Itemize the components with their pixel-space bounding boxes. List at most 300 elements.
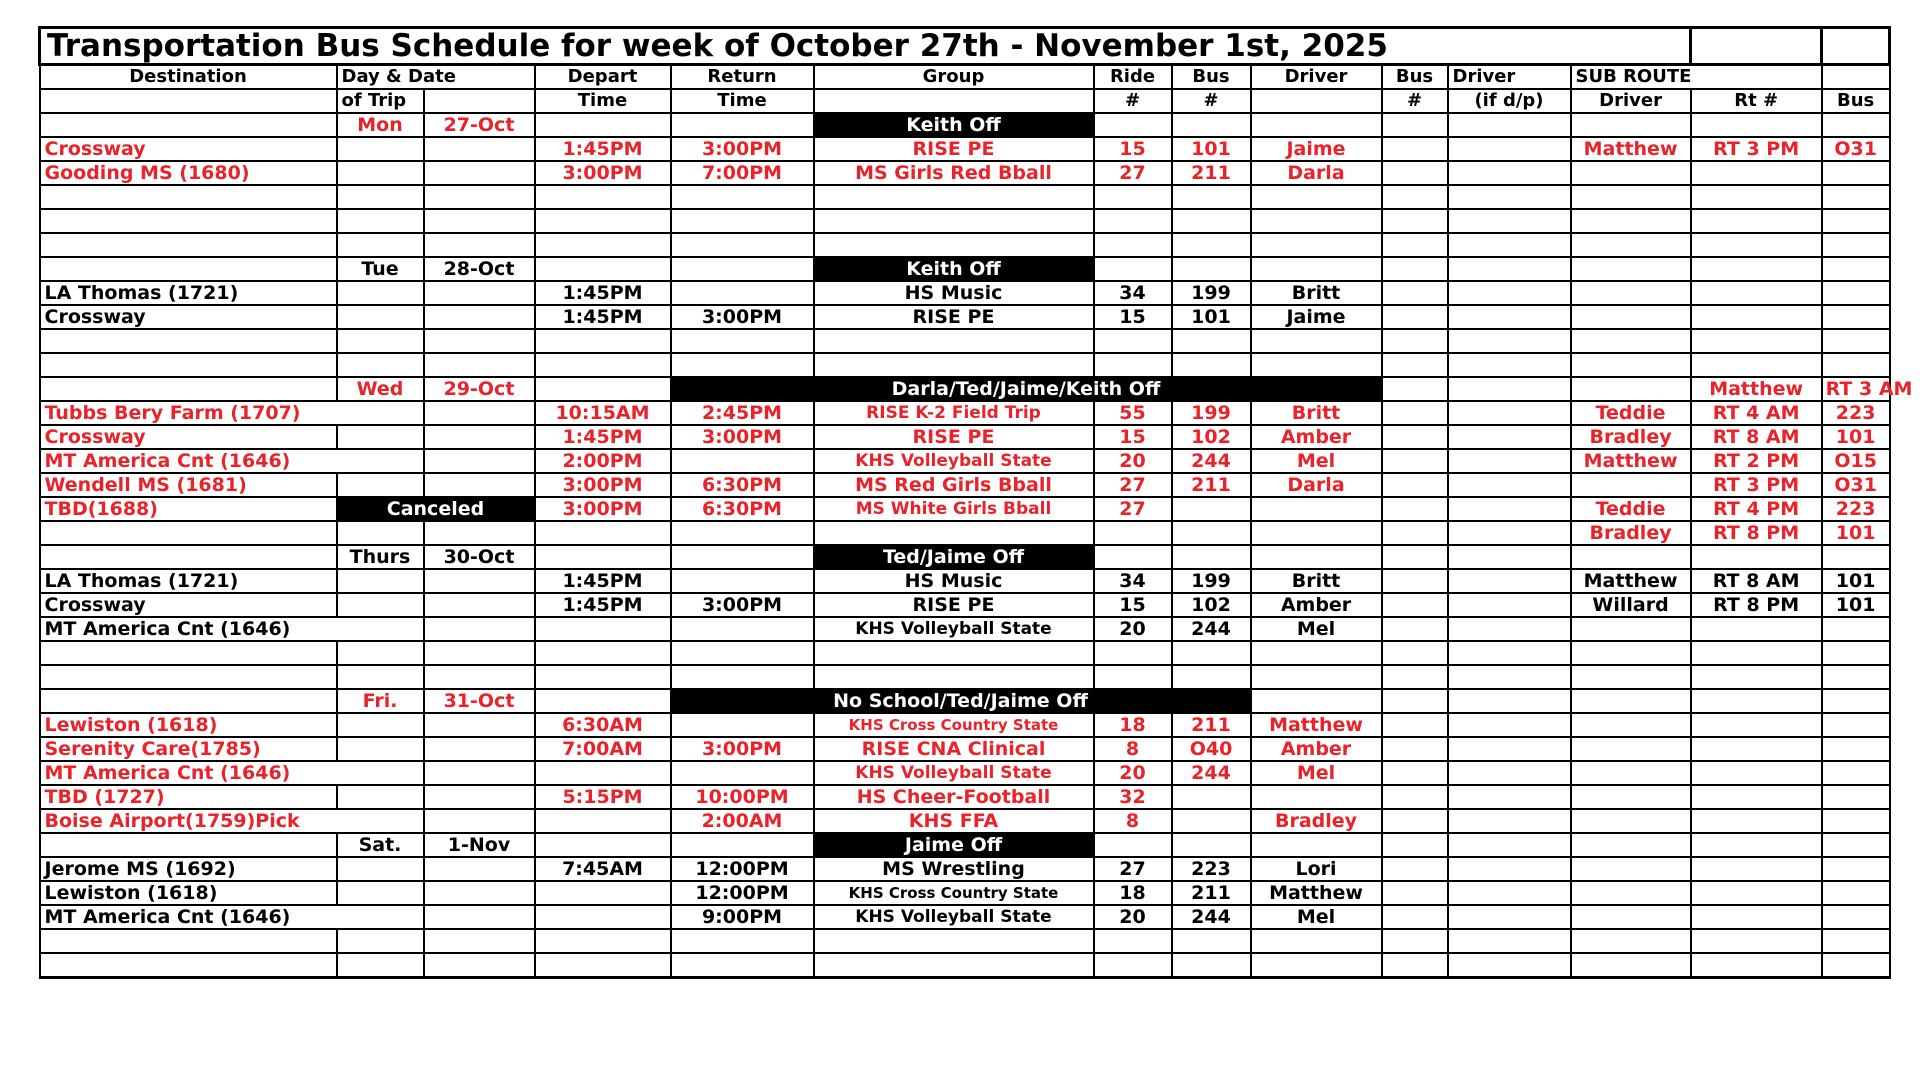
sub-rt-cell: RT 8 AM	[1691, 569, 1822, 593]
driver-dp-cell	[1448, 569, 1571, 593]
ride-cell: 27	[1094, 497, 1172, 521]
sub-rt-cell	[1691, 329, 1822, 353]
driver-cell	[1251, 521, 1382, 545]
date-cell	[424, 185, 535, 209]
day-cell: Sat.	[337, 833, 424, 857]
driver-dp-cell	[1448, 713, 1571, 737]
driver-dp-cell	[1448, 161, 1571, 185]
bus-2-cell	[1382, 833, 1448, 857]
header-blank	[814, 89, 1094, 113]
date-cell	[424, 953, 535, 978]
group-cell: KHS Volleyball State	[814, 905, 1094, 929]
return-cell	[671, 953, 814, 978]
driver-dp-cell	[1571, 377, 1691, 401]
depart-cell: 2:00PM	[535, 449, 671, 473]
sub-driver-cell	[1571, 209, 1691, 233]
destination-cell	[40, 113, 337, 137]
sub-rt-cell: RT 2 PM	[1691, 449, 1822, 473]
sub-bus-cell	[1822, 833, 1890, 857]
bus-2-cell	[1382, 569, 1448, 593]
driver-dp-cell	[1448, 497, 1571, 521]
driver-cell: Matthew	[1251, 881, 1382, 905]
sub-rt-cell: RT 3 PM	[1691, 473, 1822, 497]
bus-2-cell	[1382, 545, 1448, 569]
sub-rt-cell	[1691, 233, 1822, 257]
return-cell	[671, 329, 814, 353]
sub-driver-cell: Teddie	[1571, 401, 1691, 425]
sub-driver-cell: Matthew	[1571, 449, 1691, 473]
bus-2-cell	[1382, 281, 1448, 305]
depart-cell	[535, 929, 671, 953]
driver-dp-cell	[1448, 665, 1571, 689]
sub-rt-cell	[1691, 761, 1822, 785]
sub-rt-cell	[1691, 929, 1822, 953]
schedule-row	[40, 833, 1890, 857]
sub-driver-cell	[1571, 665, 1691, 689]
sub-driver-cell: Matthew	[1571, 137, 1691, 161]
return-cell	[671, 257, 814, 281]
return-cell	[671, 113, 814, 137]
date-cell	[424, 401, 535, 425]
destination-cell: MT America Cnt (1646)	[40, 761, 337, 785]
bus-cell	[1172, 353, 1251, 377]
ride-cell	[1094, 545, 1172, 569]
bus-cell	[1172, 929, 1251, 953]
driver-cell	[1251, 353, 1382, 377]
destination-cell: Crossway	[40, 425, 337, 449]
schedule-row	[40, 545, 1890, 569]
sub-bus-cell	[1822, 617, 1890, 641]
bus-2-cell	[1382, 185, 1448, 209]
bus-2-cell	[1382, 353, 1448, 377]
return-cell	[671, 353, 814, 377]
group-cell: RISE PE	[814, 305, 1094, 329]
ride-cell: 15	[1094, 137, 1172, 161]
driver-dp-cell	[1448, 209, 1571, 233]
driver-dp-cell	[1448, 737, 1571, 761]
depart-cell	[535, 257, 671, 281]
ride-cell	[1094, 233, 1172, 257]
date-cell	[424, 473, 535, 497]
group-cell: KHS Volleyball State	[814, 761, 1094, 785]
schedule-row	[40, 641, 1890, 665]
bus-cell	[1172, 809, 1251, 833]
driver-cell: Mel	[1251, 761, 1382, 785]
bus-2-cell	[1382, 617, 1448, 641]
header-blank	[1691, 65, 1822, 90]
return-cell: 6:30PM	[671, 497, 814, 521]
destination-cell: TBD(1688)	[40, 497, 337, 521]
sub-rt-cell: RT 3 AM	[1822, 377, 1890, 401]
bus-2-cell	[1382, 641, 1448, 665]
schedule-row	[40, 185, 1890, 209]
depart-cell	[535, 905, 671, 929]
sub-driver-cell: Teddie	[1571, 497, 1691, 521]
group-cell: RISE CNA Clinical	[814, 737, 1094, 761]
driver-cell: Amber	[1251, 593, 1382, 617]
title-blank-cell	[1691, 28, 1822, 65]
ride-cell: 15	[1094, 425, 1172, 449]
schedule-row	[40, 449, 1890, 473]
bus-cell: 102	[1172, 593, 1251, 617]
ride-cell: 32	[1094, 785, 1172, 809]
date-cell	[424, 449, 535, 473]
schedule-row	[40, 329, 1890, 353]
depart-cell: 1:45PM	[535, 425, 671, 449]
day-cell	[337, 401, 424, 425]
schedule-row	[40, 425, 1890, 449]
sub-bus-cell	[1822, 161, 1890, 185]
ride-cell: 55	[1094, 401, 1172, 425]
driver-cell	[1251, 233, 1382, 257]
bus-2-cell	[1382, 137, 1448, 161]
sub-driver-cell	[1571, 785, 1691, 809]
day-cell	[337, 185, 424, 209]
bus-cell: 211	[1172, 161, 1251, 185]
destination-cell	[40, 953, 337, 978]
destination-cell	[40, 353, 337, 377]
sub-bus-cell	[1822, 209, 1890, 233]
ride-cell	[1094, 209, 1172, 233]
ride-cell: 15	[1094, 305, 1172, 329]
sub-driver-cell	[1571, 881, 1691, 905]
depart-cell: 3:00PM	[535, 473, 671, 497]
schedule-row	[40, 473, 1890, 497]
day-cell	[337, 425, 424, 449]
return-cell	[671, 617, 814, 641]
title-blank-cell	[1822, 28, 1890, 65]
sub-rt-cell: RT 3 PM	[1691, 137, 1822, 161]
sub-bus-cell	[1822, 113, 1890, 137]
group-cell	[814, 929, 1094, 953]
date-cell	[424, 161, 535, 185]
header-ride: Ride	[1094, 65, 1172, 90]
ride-cell: 34	[1094, 281, 1172, 305]
header-return: Return	[671, 65, 814, 90]
bus-cell: 199	[1172, 281, 1251, 305]
schedule-row	[40, 785, 1890, 809]
driver-cell	[1251, 329, 1382, 353]
ride-cell	[1094, 257, 1172, 281]
bus-2-cell	[1382, 473, 1448, 497]
group-cell: MS White Girls Bball	[814, 497, 1094, 521]
group-cell: KHS Volleyball State	[814, 449, 1094, 473]
sub-bus-cell	[1822, 665, 1890, 689]
group-cell: HS Music	[814, 569, 1094, 593]
bus-cell	[1172, 665, 1251, 689]
sub-driver-cell	[1571, 545, 1691, 569]
header-destination: Destination	[40, 65, 337, 90]
header-if-dp: (if d/p)	[1448, 89, 1571, 113]
bus-cell	[1172, 113, 1251, 137]
sub-driver-cell	[1571, 161, 1691, 185]
bus-2-cell	[1382, 209, 1448, 233]
bus-2-cell	[1382, 113, 1448, 137]
depart-cell: 1:45PM	[535, 305, 671, 329]
sub-driver-cell	[1571, 233, 1691, 257]
status-cell: Canceled	[337, 497, 535, 521]
schedule-row	[40, 593, 1890, 617]
sub-bus-cell	[1822, 857, 1890, 881]
schedule-title: Transportation Bus Schedule for week of October 27th - November 1st, 2025	[40, 28, 1691, 65]
date-cell: 1-Nov	[424, 833, 535, 857]
driver-cell: Mel	[1251, 617, 1382, 641]
group-cell: RISE PE	[814, 593, 1094, 617]
destination-cell	[40, 185, 337, 209]
destination-cell	[40, 233, 337, 257]
destination-cell: MT America Cnt (1646)	[40, 617, 337, 641]
driver-cell	[1382, 377, 1448, 401]
driver-cell: Mel	[1251, 905, 1382, 929]
header-row-2	[40, 89, 1890, 113]
bus-2-cell	[1382, 761, 1448, 785]
driver-cell	[1251, 641, 1382, 665]
depart-cell: 3:00PM	[535, 161, 671, 185]
driver-dp-cell	[1448, 521, 1571, 545]
sub-bus-cell	[1822, 785, 1890, 809]
bus-2-cell	[1382, 857, 1448, 881]
sub-driver-cell	[1571, 185, 1691, 209]
bus-cell	[1172, 497, 1251, 521]
group-cell	[814, 521, 1094, 545]
date-cell	[424, 209, 535, 233]
destination-cell: LA Thomas (1721)	[40, 281, 337, 305]
sub-rt-cell	[1691, 281, 1822, 305]
sub-rt-cell	[1691, 905, 1822, 929]
schedule-row	[40, 857, 1890, 881]
driver-cell	[1251, 953, 1382, 978]
group-cell: MS Wrestling	[814, 857, 1094, 881]
depart-cell: 1:45PM	[535, 137, 671, 161]
group-cell: RISE K-2 Field Trip	[814, 401, 1094, 425]
header-driver: Driver	[1251, 65, 1382, 90]
return-cell: 7:00PM	[671, 161, 814, 185]
date-cell	[424, 617, 535, 641]
destination-cell: Crossway	[40, 137, 337, 161]
destination-cell	[40, 257, 337, 281]
date-cell	[424, 905, 535, 929]
day-cell	[337, 953, 424, 978]
sub-rt-cell	[1691, 737, 1822, 761]
sub-driver-cell	[1571, 305, 1691, 329]
return-cell: 3:00PM	[671, 305, 814, 329]
header-of-trip: of Trip	[337, 89, 424, 113]
sub-bus-cell: O15	[1822, 449, 1890, 473]
bus-2-cell	[1382, 953, 1448, 978]
sub-driver-cell	[1571, 281, 1691, 305]
schedule-head	[40, 28, 1890, 114]
driver-cell: Darla	[1251, 161, 1382, 185]
sub-rt-cell: RT 4 AM	[1691, 401, 1822, 425]
sub-bus-cell	[1822, 905, 1890, 929]
sub-driver-cell	[1691, 689, 1822, 713]
day-cell	[337, 809, 424, 833]
bus-2-cell	[1382, 449, 1448, 473]
depart-cell	[535, 809, 671, 833]
driver-cell	[1251, 113, 1382, 137]
driver-dp-cell	[1448, 761, 1571, 785]
sub-bus-cell	[1822, 257, 1890, 281]
sub-driver-cell	[1571, 617, 1691, 641]
date-cell	[424, 329, 535, 353]
bus-2-cell	[1382, 593, 1448, 617]
sub-driver-cell	[1571, 113, 1691, 137]
driver-cell: Mel	[1251, 449, 1382, 473]
day-cell	[337, 233, 424, 257]
bus-2-cell	[1382, 497, 1448, 521]
ride-cell: 20	[1094, 449, 1172, 473]
schedule-row	[40, 905, 1890, 929]
date-cell	[424, 809, 535, 833]
bus-cell	[1172, 953, 1251, 978]
date-cell	[424, 737, 535, 761]
date-cell	[424, 569, 535, 593]
ride-cell: 15	[1094, 593, 1172, 617]
bus-schedule-sheet	[38, 26, 1913, 979]
sub-rt-cell	[1691, 857, 1822, 881]
date-cell	[424, 713, 535, 737]
bus-cell: 199	[1172, 569, 1251, 593]
sub-rt-cell	[1822, 689, 1890, 713]
driver-cell	[1251, 257, 1382, 281]
sub-bus-cell	[1822, 185, 1890, 209]
ride-cell	[1094, 641, 1172, 665]
return-cell: 6:30PM	[671, 473, 814, 497]
bus-cell	[1172, 521, 1251, 545]
schedule-row	[40, 737, 1890, 761]
ride-cell: 20	[1094, 905, 1172, 929]
sub-driver-cell	[1571, 329, 1691, 353]
depart-cell	[535, 233, 671, 257]
schedule-row	[40, 521, 1890, 545]
bus-cell: 211	[1172, 713, 1251, 737]
sub-bus-cell	[1822, 353, 1890, 377]
return-cell	[671, 713, 814, 737]
sub-rt-cell	[1691, 713, 1822, 737]
driver-dp-cell	[1448, 113, 1571, 137]
day-cell	[337, 209, 424, 233]
driver-dp-cell	[1448, 593, 1571, 617]
bus-2-cell	[1382, 329, 1448, 353]
schedule-row	[40, 617, 1890, 641]
date-cell	[424, 305, 535, 329]
return-cell	[671, 569, 814, 593]
driver-cell	[1251, 209, 1382, 233]
sub-driver-cell	[1571, 713, 1691, 737]
date-cell	[424, 929, 535, 953]
bus-2-cell	[1382, 785, 1448, 809]
driver-dp-cell	[1448, 785, 1571, 809]
sub-rt-cell	[1691, 785, 1822, 809]
schedule-row	[40, 113, 1890, 137]
destination-cell: LA Thomas (1721)	[40, 569, 337, 593]
schedule-row	[40, 305, 1890, 329]
return-cell: 12:00PM	[671, 857, 814, 881]
bus-2-cell	[1382, 521, 1448, 545]
return-cell	[671, 641, 814, 665]
destination-cell: Tubbs Bery Farm (1707)	[40, 401, 337, 425]
depart-cell: 1:45PM	[535, 281, 671, 305]
header-bus-number: #	[1172, 89, 1251, 113]
group-cell	[814, 233, 1094, 257]
driver-dp-cell	[1571, 689, 1691, 713]
destination-cell	[40, 833, 337, 857]
date-cell: 29-Oct	[424, 377, 535, 401]
group-cell: RISE PE	[814, 425, 1094, 449]
bus-2-cell	[1382, 401, 1448, 425]
return-cell: 10:00PM	[671, 785, 814, 809]
driver-dp-cell	[1448, 281, 1571, 305]
ride-cell	[1094, 353, 1172, 377]
driver-cell: Matthew	[1251, 713, 1382, 737]
ride-cell: 34	[1094, 569, 1172, 593]
sub-driver-cell	[1571, 641, 1691, 665]
ride-cell	[1094, 833, 1172, 857]
bus-cell: 244	[1172, 449, 1251, 473]
bus-2-cell	[1382, 257, 1448, 281]
header-driver-2: Driver	[1448, 65, 1571, 90]
date-cell	[424, 857, 535, 881]
return-cell: 3:00PM	[671, 737, 814, 761]
bus-cell	[1172, 329, 1251, 353]
schedule-row	[40, 809, 1890, 833]
return-cell	[671, 545, 814, 569]
day-cell: Mon	[337, 113, 424, 137]
header-depart-time: Time	[535, 89, 671, 113]
header-sub-driver: Driver	[1571, 89, 1691, 113]
return-cell: 2:00AM	[671, 809, 814, 833]
depart-cell: 5:15PM	[535, 785, 671, 809]
schedule-row	[40, 497, 1890, 521]
sub-rt-cell	[1691, 209, 1822, 233]
depart-cell: 7:45AM	[535, 857, 671, 881]
sub-rt-cell	[1691, 305, 1822, 329]
bus-2-cell	[1382, 713, 1448, 737]
bus-cell	[1172, 257, 1251, 281]
depart-cell	[535, 113, 671, 137]
sub-bus-cell	[1822, 761, 1890, 785]
group-cell	[814, 329, 1094, 353]
driver-dp-cell	[1448, 185, 1571, 209]
sub-driver-cell: Bradley	[1571, 425, 1691, 449]
off-notice-bar: Keith Off	[814, 113, 1094, 137]
driver-dp-cell	[1448, 449, 1571, 473]
group-cell: HS Cheer-Football	[814, 785, 1094, 809]
sub-rt-cell	[1691, 665, 1822, 689]
bus-2-cell	[1382, 929, 1448, 953]
driver-dp-cell	[1448, 953, 1571, 978]
sub-rt-cell	[1691, 641, 1822, 665]
sub-bus-cell: 223	[1822, 401, 1890, 425]
sub-rt-cell	[1691, 113, 1822, 137]
sub-bus-cell: 101	[1822, 425, 1890, 449]
destination-cell: Wendell MS (1681)	[40, 473, 337, 497]
schedule-row	[40, 665, 1890, 689]
bus-cell: 244	[1172, 905, 1251, 929]
date-cell	[424, 425, 535, 449]
bus-cell	[1172, 545, 1251, 569]
sub-rt-cell: RT 8 AM	[1691, 425, 1822, 449]
schedule-row	[40, 353, 1890, 377]
schedule-row	[40, 953, 1890, 978]
group-cell	[814, 665, 1094, 689]
bus-cell	[1172, 209, 1251, 233]
header-ride-number: #	[1094, 89, 1172, 113]
depart-cell	[535, 353, 671, 377]
depart-cell	[535, 521, 671, 545]
group-cell: MS Girls Red Bball	[814, 161, 1094, 185]
driver-dp-cell	[1448, 929, 1571, 953]
